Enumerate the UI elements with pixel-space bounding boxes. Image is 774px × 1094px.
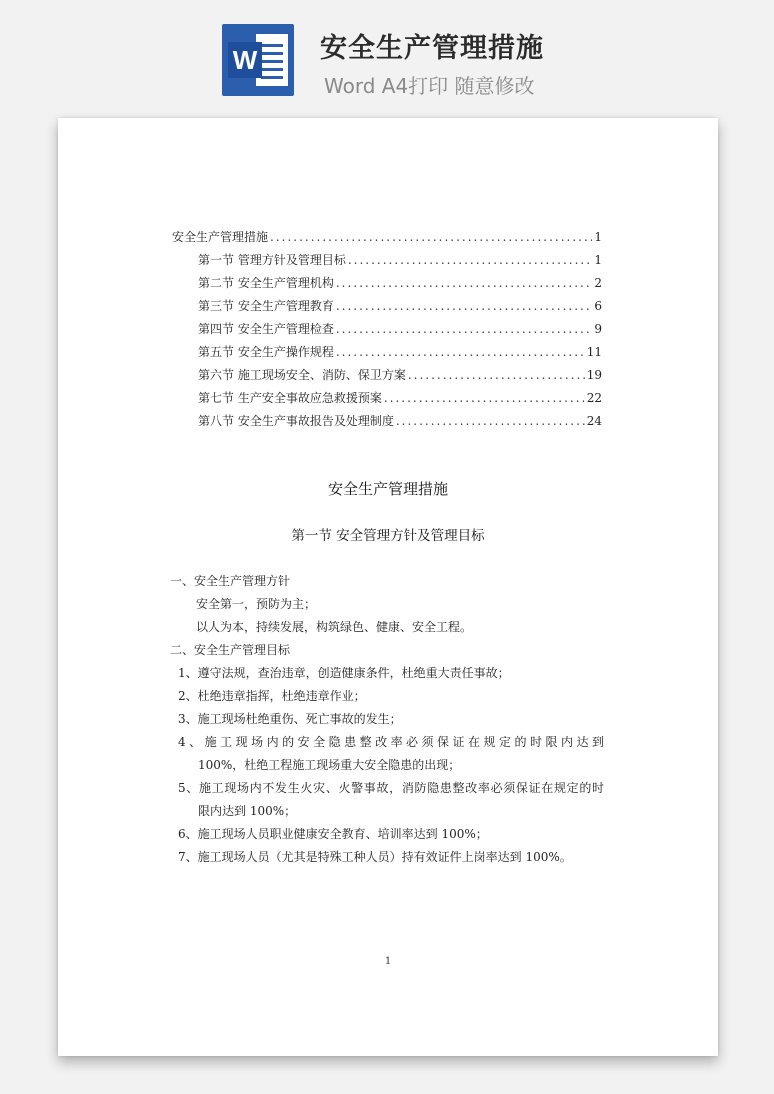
toc-leader-dots [384, 391, 585, 405]
watermark [87, 450, 118, 481]
toc-entry-page: 22 [586, 391, 602, 405]
body-line: 2、杜绝违章指挥，杜绝违章作业； [178, 689, 366, 703]
toc-entry-label: 安全生产管理措施 [172, 230, 269, 244]
toc-entry-page: 2 [594, 276, 602, 290]
toc-entry[interactable] [172, 251, 602, 274]
word-icon-letter: W [228, 42, 262, 78]
toc-entry[interactable] [172, 320, 602, 343]
body-line: 安全第一，预防为主； [196, 597, 317, 611]
toc-entry[interactable] [172, 274, 602, 297]
body-line: 3、施工现场杜绝重伤、死亡事故的发生； [178, 712, 402, 726]
document-page [58, 118, 718, 1056]
toc-entry-label: 第六节 施工现场安全、消防、保卫方案 [198, 368, 406, 382]
body-line: 一、安全生产管理方针 [170, 574, 291, 588]
toc-leader-dots [336, 276, 593, 290]
toc-entry-label: 第五节 安全生产操作规程 [198, 345, 334, 359]
table-of-contents [172, 228, 602, 435]
header-title: 安全生产管理措施 [320, 33, 544, 64]
document-title: 安全生产管理措施 [327, 480, 448, 498]
toc-entry-page: 24 [586, 414, 602, 428]
body-line: 6、施工现场人员职业健康安全教育、培训率达到 100%； [178, 827, 488, 841]
toc-leader-dots [348, 253, 593, 267]
toc-entry-page: 11 [586, 345, 602, 359]
toc-leader-dots [336, 322, 593, 336]
preview-header [0, 0, 774, 110]
header-subtitle: Word A4打印 随意修改 [324, 74, 535, 98]
section-title: 第一节 安全管理方针及管理目标 [291, 528, 485, 544]
toc-leader-dots [336, 299, 593, 313]
toc-entry-label: 第一节 管理方针及管理目标 [198, 253, 346, 267]
body-line: 5、施工现场内不发生火灾、火警事故，消防隐患整改率必须保证在规定的时 [178, 781, 604, 795]
toc-entry[interactable] [172, 389, 602, 412]
body-line: 100%，杜绝工程施工现场重大安全隐患的出现； [198, 758, 461, 772]
body-line: 二、安全生产管理目标 [170, 643, 291, 657]
toc-leader-dots [270, 230, 592, 244]
toc-entry-page: 19 [586, 368, 602, 382]
toc-entry[interactable] [172, 343, 602, 366]
body-line: 1、遵守法规，查治违章，创造健康条件，杜绝重大责任事故； [178, 666, 510, 680]
toc-leader-dots [396, 414, 585, 428]
toc-entry[interactable] [172, 297, 602, 320]
toc-leader-dots [408, 368, 585, 382]
toc-entry[interactable] [172, 412, 602, 435]
toc-entry-page: 6 [594, 299, 602, 313]
body-line: 7、施工现场人员（尤其是特殊工种人员）持有效证件上岗率达到 100%。 [178, 850, 572, 864]
toc-entry-label: 第四节 安全生产管理检查 [198, 322, 334, 336]
body-line: 限内达到 100%； [198, 804, 297, 818]
toc-entry-label: 第八节 安全生产事故报告及处理制度 [198, 414, 394, 428]
toc-entry-page: 9 [594, 322, 602, 336]
toc-entry-label: 第三节 安全生产管理教育 [198, 299, 334, 313]
body-line: 4、施工现场内的安全隐患整改率必须保证在规定的时限内达到 [178, 735, 604, 749]
toc-entry-page: 1 [594, 230, 602, 244]
toc-entry[interactable] [172, 366, 602, 389]
word-document-icon [222, 24, 294, 96]
toc-entry-label: 第七节 生产安全事故应急救援预案 [198, 391, 382, 405]
toc-leader-dots [336, 345, 585, 359]
toc-entry-page: 1 [594, 253, 602, 267]
document-body [170, 570, 604, 869]
toc-entry-label: 第二节 安全生产管理机构 [198, 276, 334, 290]
body-line: 以人为本，持续发展，构筑绿色、健康、安全工程。 [196, 620, 473, 634]
toc-entry[interactable] [172, 228, 602, 251]
page-number: 1 [384, 956, 392, 967]
